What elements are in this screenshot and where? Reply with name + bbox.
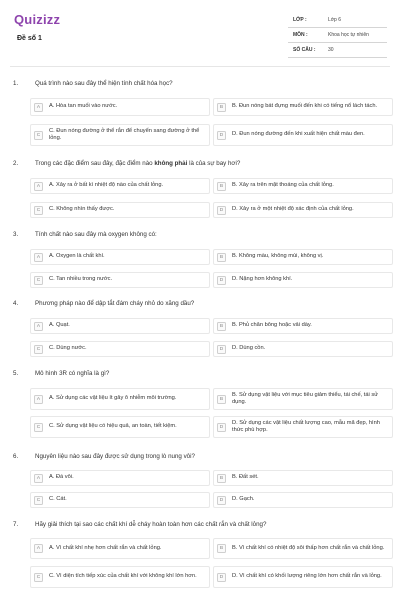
option-letter-box: D [217, 131, 226, 140]
option-b[interactable] [213, 470, 393, 486]
option-text: A. Oxygen là chất khí. [49, 253, 105, 260]
option-text: A. Đá vôi. [49, 474, 74, 481]
option-letter-box: D [217, 276, 226, 285]
option-letter-box: B [217, 544, 226, 553]
option-letter-box: B [217, 182, 226, 191]
option-a[interactable] [30, 388, 210, 410]
info-row-subject [288, 28, 387, 43]
option-b[interactable] [213, 249, 393, 265]
test-title: Đề số 1 [17, 35, 42, 42]
option-text: B. Không màu, không mùi, không vị. [232, 253, 324, 260]
option-letter-box: C [34, 131, 43, 140]
option-letter-box: A [34, 253, 43, 262]
option-text: D. Vì chất khí có khối lượng riêng lớn hơn chất rắn và lỏng. [232, 573, 382, 580]
question-text: Nguyên liệu nào sau đây được sử dụng trong lò nung vôi? [35, 453, 195, 460]
info-value: Lớp 6 [328, 17, 342, 23]
option-d[interactable] [213, 341, 393, 357]
option-c[interactable] [30, 202, 210, 218]
option-text: C. Đun nóng đường ở thể rắn để chuyển sang đường ở thể lỏng. [49, 127, 200, 141]
option-text: C. Vì diện tích tiếp xúc của chất khí với không khí lớn hơn. [49, 573, 197, 580]
option-c[interactable] [30, 416, 210, 438]
option-letter-box: C [34, 345, 43, 354]
quizizz-logo: Quizizz [14, 12, 61, 27]
option-letter-box: D [217, 345, 226, 354]
option-text: B. Đun nóng bát đựng muối đến khi có tiếng nổ lách tách. [232, 103, 378, 110]
option-d[interactable] [213, 272, 393, 288]
option-c[interactable] [30, 341, 210, 357]
option-letter-box: A [34, 322, 43, 331]
option-letter-box: C [34, 496, 43, 505]
info-row-class [288, 13, 387, 28]
option-text: C. Không nhìn thấy được. [49, 206, 115, 213]
question-text: Tính chất nào sau đây mà oxygen không có: [35, 231, 157, 238]
question-text: Trong các đặc điểm sau đây, đặc điểm nào không phải là của sự bay hơi? [35, 160, 241, 167]
question-number: 5. [13, 370, 19, 377]
question-number: 3. [13, 231, 19, 238]
option-a[interactable] [30, 178, 210, 194]
option-text: C. Tan nhiều trong nước. [49, 276, 113, 283]
option-a[interactable] [30, 98, 210, 116]
option-text: D. Nặng hơn không khí. [232, 276, 293, 283]
option-letter-box: B [217, 103, 226, 112]
option-c[interactable] [30, 566, 210, 588]
option-letter-box: A [34, 544, 43, 553]
option-b[interactable] [213, 538, 393, 559]
option-b[interactable] [213, 178, 393, 194]
option-a[interactable] [30, 318, 210, 334]
question-text: Mô hình 3R có nghĩa là gì? [35, 370, 110, 377]
option-d[interactable] [213, 124, 393, 146]
question-number: 4. [13, 300, 19, 307]
option-letter-box: C [34, 276, 43, 285]
option-d[interactable] [213, 566, 393, 588]
option-b[interactable] [213, 388, 393, 410]
header-divider [10, 66, 390, 67]
option-text: C. Dùng nước. [49, 345, 87, 352]
option-letter-box: C [34, 423, 43, 432]
option-text: A. Sử dụng các vật liệu ít gây ô nhiễm môi trường. [49, 395, 177, 402]
question-text: Phương pháp nào để dập tắt đám cháy nhỏ do xăng dầu? [35, 300, 195, 307]
option-text: B. Xảy ra trên mặt thoáng của chất lỏng. [232, 182, 334, 189]
option-letter-box: D [217, 496, 226, 505]
option-text: B. Vì chất khí có nhiệt độ sôi thấp hơn chất rắn và chất lỏng. [232, 544, 385, 551]
option-text: D. Xảy ra ở một nhiệt độ xác định của chất lỏng. [232, 206, 354, 213]
question-number: 1. [13, 80, 19, 87]
info-label: MÔN : [293, 32, 308, 38]
question-text: Quá trình nào sau đây thể hiện tính chất hóa học? [35, 80, 173, 87]
option-text: A. Hòa tan muối vào nước. [49, 103, 118, 110]
option-letter-box: D [217, 423, 226, 432]
option-a[interactable] [30, 470, 210, 486]
option-text: B. Phủ chăn bông hoặc vải dày. [232, 322, 312, 329]
emphasis-text: không phải [154, 160, 188, 167]
option-text: D. Sử dụng các vật liệu chất lượng cao, mẫu mã đẹp, hình thức phù hợp. [232, 419, 380, 433]
option-d[interactable] [213, 202, 393, 218]
info-label: SỐ CÂU : [293, 47, 316, 53]
option-d[interactable] [213, 492, 393, 508]
option-b[interactable] [213, 98, 393, 116]
option-letter-box: C [34, 206, 43, 215]
info-value: Khoa học tự nhiên [328, 32, 369, 38]
option-a[interactable] [30, 538, 210, 559]
option-text: B. Sử dụng vật liệu với mục tiêu giảm thiểu, tái chế, tái sử dụng. [232, 391, 379, 405]
option-text: D. Đun nóng đường đến khi xuất hiện chất màu đen. [232, 131, 365, 138]
option-text: C. Cát. [49, 496, 67, 503]
option-letter-box: A [34, 182, 43, 191]
option-text: A. Xảy ra ở bất kì nhiệt độ nào của chất lỏng. [49, 182, 164, 189]
option-letter-box: B [217, 253, 226, 262]
question-text: Hãy giải thích tại sao các chất khí dễ cháy hoàn toàn hơn các chất rắn và chất lỏng? [35, 521, 267, 528]
option-a[interactable] [30, 249, 210, 265]
info-label: LỚP : [293, 17, 307, 23]
option-letter-box: D [217, 206, 226, 215]
option-text: D. Dùng cồn. [232, 345, 266, 352]
option-letter-box: A [34, 103, 43, 112]
question-number: 7. [13, 521, 19, 528]
option-letter-box: B [217, 322, 226, 331]
option-text: C. Sử dụng vật liệu có hiệu quả, an toàn, tiết kiệm. [49, 423, 177, 430]
option-text: A. Vì chất khí nhẹ hơn chất rắn và chất lỏng. [49, 544, 162, 551]
info-row-question-count [288, 43, 387, 58]
option-c[interactable] [30, 124, 210, 146]
option-b[interactable] [213, 318, 393, 334]
option-text: A. Quạt. [49, 322, 70, 329]
option-letter-box: B [217, 474, 226, 483]
option-d[interactable] [213, 416, 393, 438]
option-letter-box: A [34, 474, 43, 483]
option-text: D. Gạch. [232, 496, 255, 503]
question-number: 2. [13, 160, 19, 167]
class-info-box [288, 13, 387, 58]
info-value: 30 [328, 47, 334, 53]
option-letter-box: D [217, 573, 226, 582]
option-letter-box: B [217, 395, 226, 404]
option-c[interactable] [30, 492, 210, 508]
option-text: B. Đất sét. [232, 474, 259, 481]
option-letter-box: A [34, 395, 43, 404]
option-c[interactable] [30, 272, 210, 288]
question-number: 6. [13, 453, 19, 460]
option-letter-box: C [34, 573, 43, 582]
